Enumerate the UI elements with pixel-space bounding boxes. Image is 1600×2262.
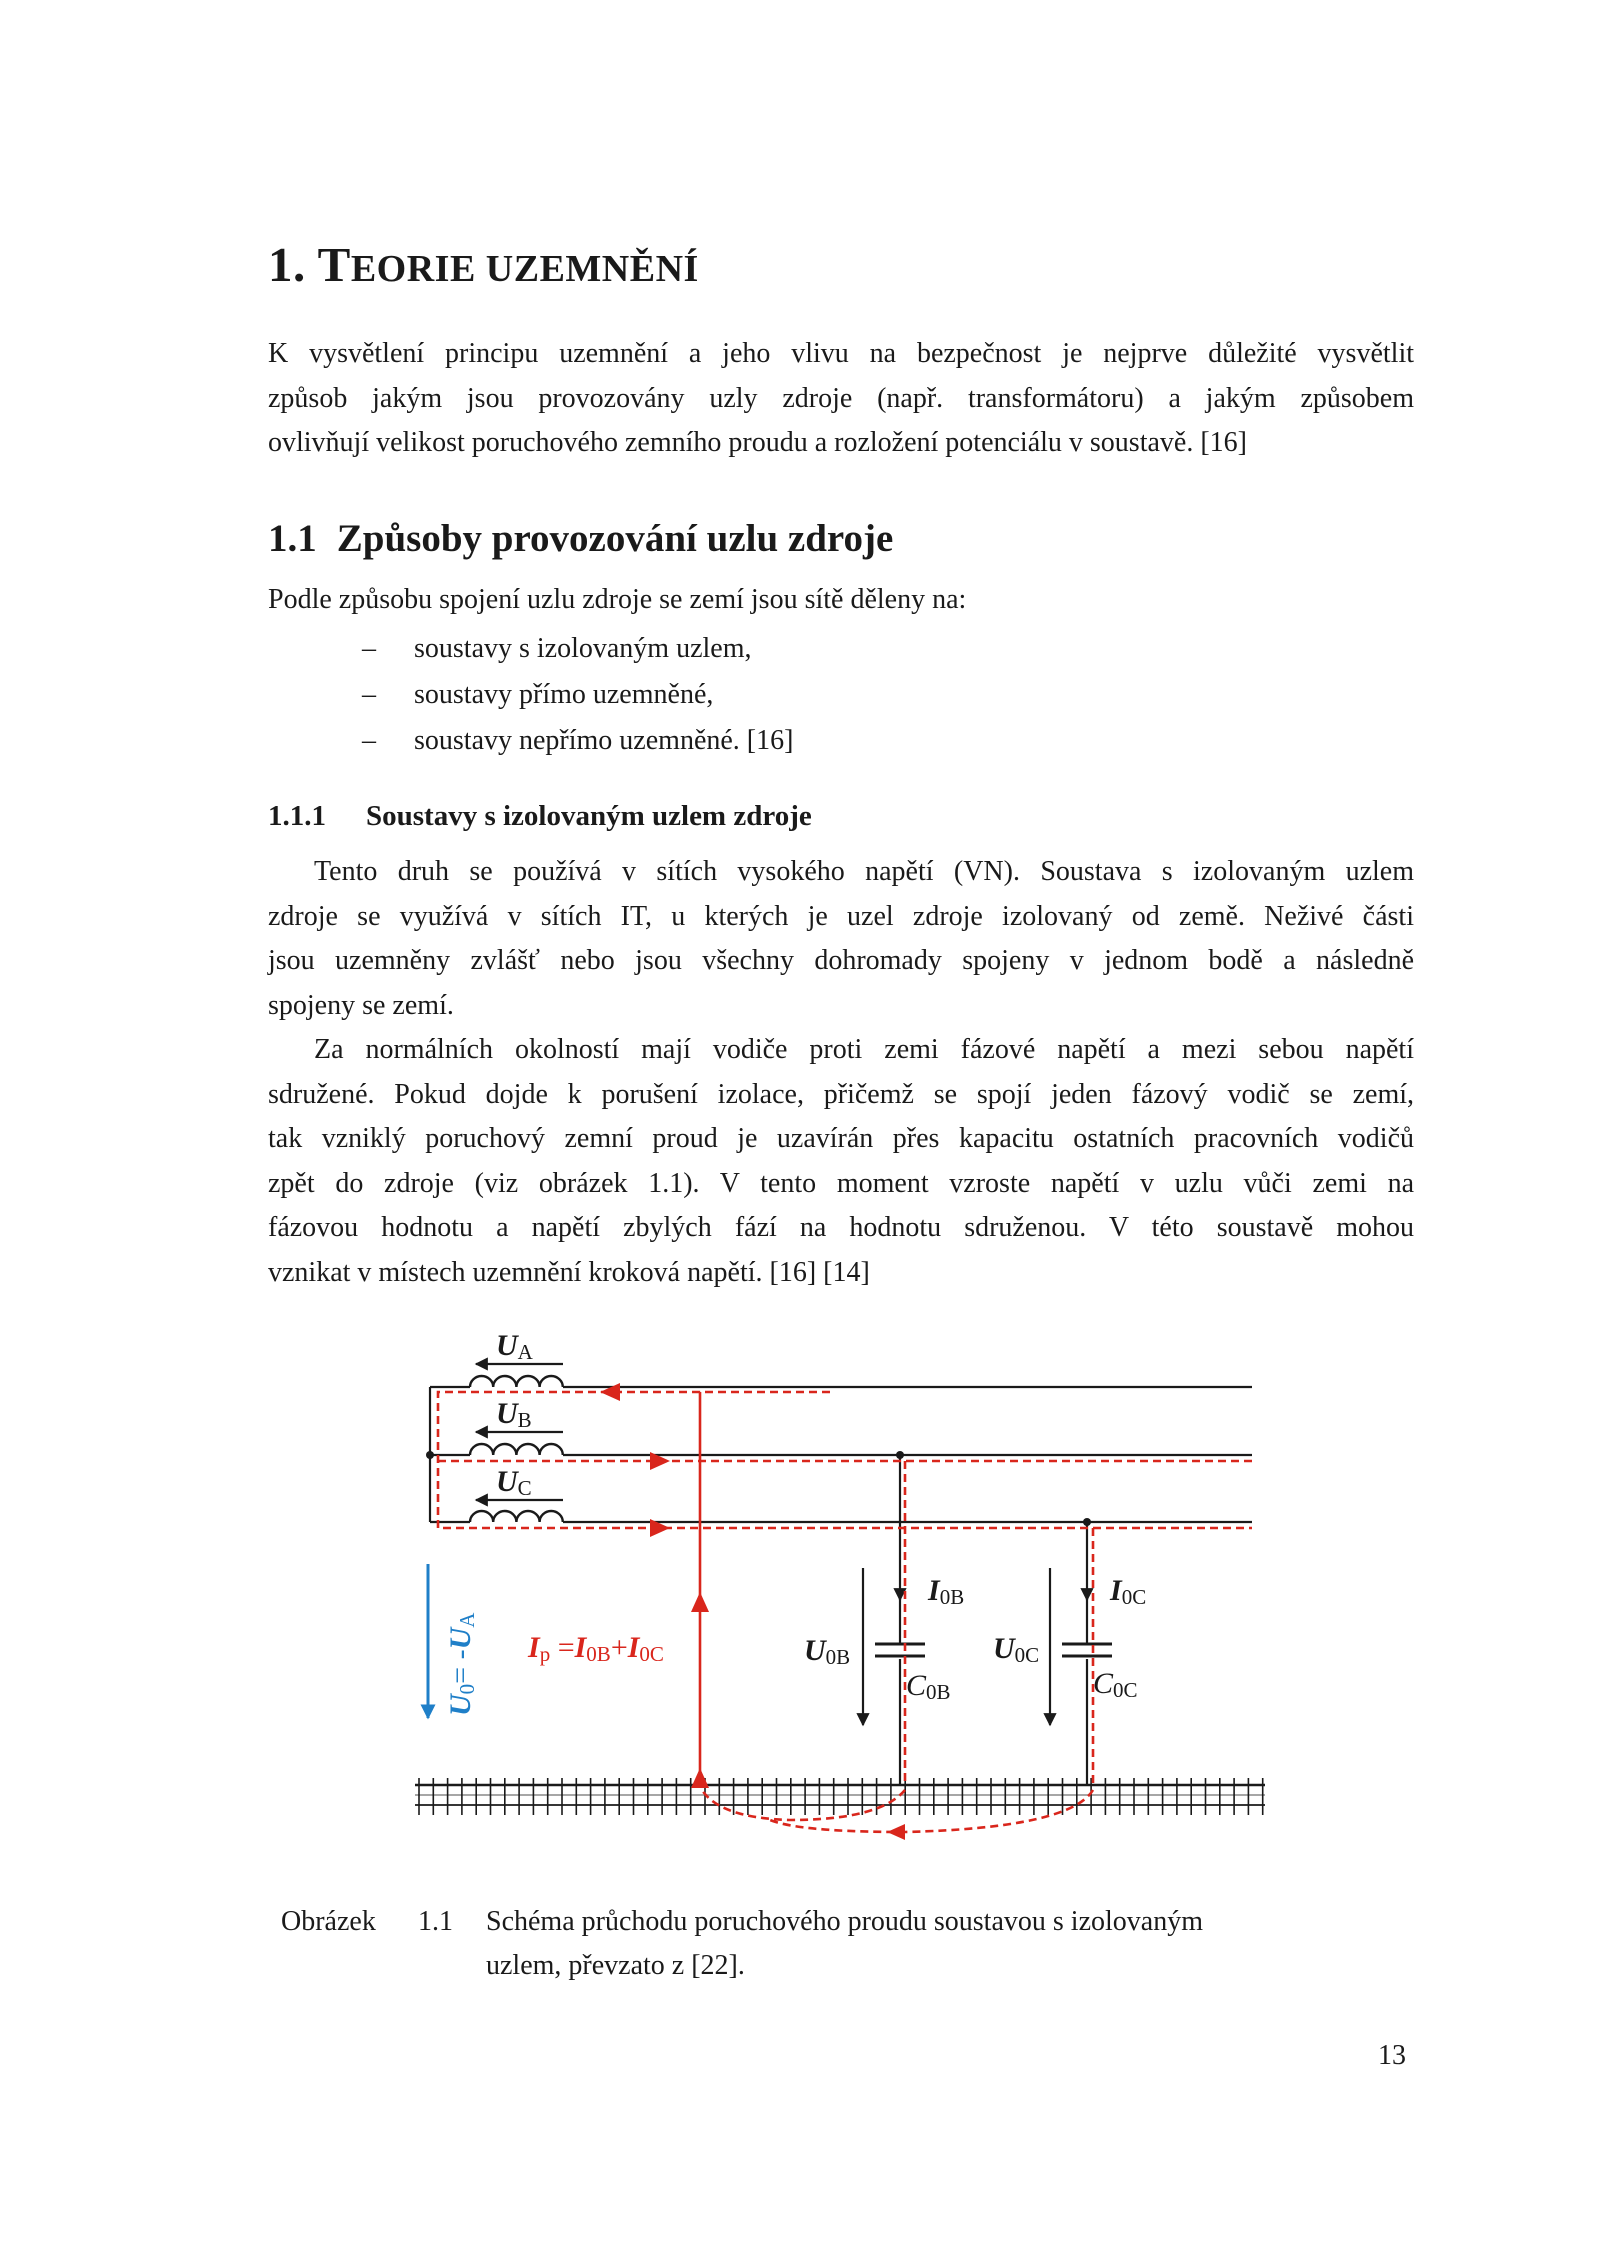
list-item-text: soustavy přímo uzemněné, [414,679,714,710]
chapter-number: 1. [268,237,306,292]
caption-number: 1.1 [418,1906,453,1937]
text-line: způsob jakým jsou provozovány uzly zdroje (např. transformátoru) a jakým způsobem [268,382,1414,414]
chapter-title-rest: EORIE UZEMNĚNÍ [350,248,699,290]
source-wiring [430,1387,1252,1522]
page-number: 13 [1378,2040,1406,2071]
subsection-number: 1.1.1 [268,800,326,832]
arrow-up-icon [691,1768,709,1788]
chapter-title-initial: T [317,237,351,292]
caption-label: Obrázek [281,1906,376,1937]
arrow-up-icon [691,1592,709,1612]
fault-current-path [438,1392,1252,1832]
figure-caption [281,1900,1203,1988]
text-line: tak vzniklý poruchový zemní proud je uzavírán přes kapacitu ostatních pracovních vodičů [268,1123,1414,1154]
subsection-title: Soustavy s izolovaným uzlem zdroje [366,800,812,832]
text-line: K vysvětlení principu uzemnění a jeho vlivu na bezpečnost je nejprve důležité vysvětlit [268,338,1414,369]
section-title: Způsoby provozování uzlu zdroje [336,517,894,560]
label-ua: UA [496,1329,533,1364]
list-item-text: soustavy s izolovaným uzlem, [414,633,752,664]
list-item-text: soustavy nepřímo uzemněné. [16] [414,725,794,756]
coil-a-icon [470,1376,563,1387]
section-number: 1.1 [268,517,317,560]
label-c0c: C0C [1093,1667,1138,1702]
label-i0c: I0C [1110,1574,1147,1609]
label-c0b: C0B [906,1669,951,1704]
label-neutral-voltage: U0= -UA [444,1612,479,1716]
text-line: Za normálních okolností mají vodiče proti zemi fázové napětí a mezi sebou napětí [314,1034,1414,1065]
coil-b-icon [470,1444,563,1455]
text-line: vznikat v místech uzemnění kroková napětí. [16] [14] [268,1256,870,1288]
star-point-node [426,1451,434,1459]
fault-arrows [600,1383,905,1840]
text-line: sdružené. Pokud dojde k porušení izolace, přičemž se spojí jeden fázový vodič se zemí, [268,1078,1414,1110]
caption-text: Schéma průchodu poruchového proudu soustavou s izolovaným [486,1906,1203,1937]
label-i0b: I0B [928,1574,965,1609]
caption-text: uzlem, převzato z [22]. [486,1950,745,1981]
label-u0b: U0B [804,1634,851,1669]
ground-symbol [415,1778,1265,1815]
list-marker: – [362,633,376,664]
text-line: jsou uzemněny zvlášť nebo jsou všechny dohromady spojeny v jednom bodě a následně [268,945,1414,976]
text-line: ovlivňují velikost poruchového zemního proudu a rozložení potenciálu v soustavě. [16] [268,427,1247,458]
text-line: zpět do zdroje (viz obrázek 1.1). V tento moment vzroste napětí v uzlu vůči zemi na [268,1167,1414,1199]
text-line: Podle způsobu spojení uzlu zdroje se zemí jsou sítě děleny na: [268,584,967,615]
arrow-left-icon [887,1824,905,1840]
text-line: fázovou hodnotu a napětí zbylých fází na hodnotu sdruženou. V této soustavě mohou [268,1212,1414,1243]
label-ub: UB [496,1397,532,1432]
arrow-left-icon [600,1383,620,1401]
label-fault-current-equation: Ip =I0B+I0C [528,1631,664,1666]
text-line: Tento druh se používá v sítích vysokého napětí (VN). Soustava s izolovaným uzlem [314,856,1414,887]
text-line: spojeny se zemí. [268,989,454,1021]
coil-c-icon [470,1511,563,1522]
text-line: zdroje se využívá v sítích IT, u kterých je uzel zdroje izolovaný od země. Neživé části [268,900,1414,932]
label-uc: UC [496,1465,532,1500]
list-marker: – [362,725,376,756]
label-u0c: U0C [993,1632,1040,1667]
list-marker: – [362,679,376,710]
